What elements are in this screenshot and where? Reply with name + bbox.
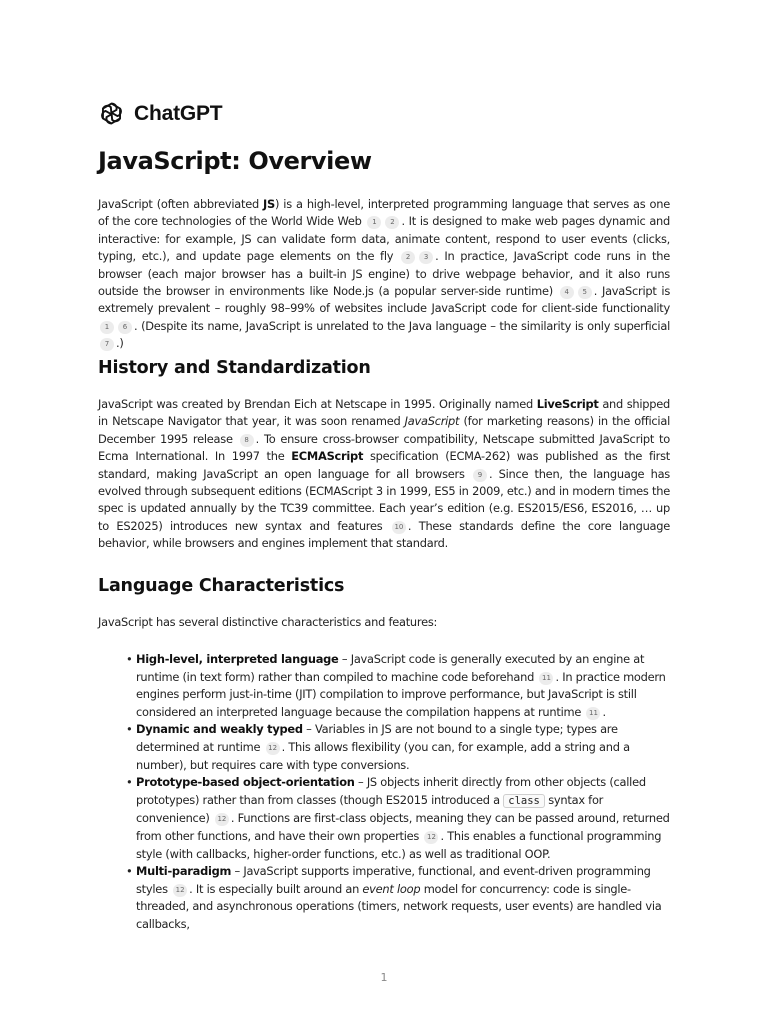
page-title: JavaScript: Overview: [98, 147, 372, 175]
italic-term: event loop: [362, 881, 421, 896]
bold-term: JS: [263, 197, 275, 211]
citation-badge[interactable]: 9: [473, 469, 487, 482]
italic-term: JavaScript: [404, 414, 460, 429]
openai-logo-icon: [98, 100, 125, 127]
citation-badge[interactable]: 11: [539, 672, 553, 685]
section-heading-characteristics: Language Characteristics: [98, 576, 345, 596]
list-item: • Dynamic and weakly typed – Variables in JS are not bound to a single type; types are determined at runtime 12 . This allows flexibility (you can, for example, add a string and a number), but requires care with type conversions.: [126, 722, 630, 772]
bold-term: Prototype-based object-orientation: [136, 775, 355, 790]
inline-code: class: [503, 794, 545, 808]
list-item: • Prototype-based object-orientation – JS objects inherit directly from other objects (called prototypes) rather than from classes (though ES2015 introduced a class syntax for convenience) 12 . Functions are first-class objects, meaning they can be passed around, returned from other functions, and have their own properties 12 . This enables a functional programming style (with callbacks, higher-order functions, etc.) as well as traditional OOP.: [126, 775, 670, 861]
citation-badge[interactable]: 2: [401, 251, 415, 264]
bold-term: Multi-paradigm: [136, 864, 232, 879]
bold-term: ECMAScript: [291, 449, 364, 464]
brand-name: ChatGPT: [134, 101, 223, 125]
citation-badge[interactable]: 2: [385, 216, 399, 229]
bullet-icon: •: [126, 722, 133, 737]
page-number: 1: [380, 971, 388, 984]
citation-badge[interactable]: 6: [118, 321, 132, 334]
citation-badge[interactable]: 1: [100, 321, 114, 334]
bold-term: High-level, interpreted language: [136, 652, 339, 666]
citation-badge[interactable]: 12: [173, 884, 187, 897]
citation-badge[interactable]: 10: [392, 521, 406, 534]
characteristics-intro: JavaScript has several distinctive characteristics and features:: [98, 615, 438, 629]
bullet-icon: •: [126, 864, 133, 879]
section-heading-history: History and Standardization: [98, 358, 371, 378]
intro-paragraph: JavaScript (often abbreviated JS) is a high-level, interpreted programming language that serves as one of the core technologies of the World Wide Web 1 2 . It is designed to make web pages dynamic and interactive: for example, JS can validate form data, animate content, respond to user events (clicks, typing, etc.), and update page elements on the fly 2 3 . In practice, JavaScript code runs in the browser (each major browser has a built-in JS engine) to drive webpage behavior, and it also runs outside the browser in environments like Node.js (a popular server-side runtime) 4 5 . JavaScript is extremely prevalent – roughly 98–99% of websites include JavaScript code for client-side functionality 1 6 . (Despite its name, JavaScript is unrelated to the Java language – the similarity is only superficial 7 .): [98, 197, 671, 351]
bold-term: Dynamic and weakly typed: [136, 722, 303, 737]
list-item: • Multi-paradigm – JavaScript supports imperative, functional, and event-driven programming styles 12 . It is especially built around an event loop model for concurrency: code is single-threaded, and asynchronous operations (timers, network requests, user events) are handled via callbacks,: [126, 864, 662, 931]
citation-badge[interactable]: 3: [419, 251, 433, 264]
citation-badge[interactable]: 4: [560, 286, 574, 299]
history-paragraph: JavaScript was created by Brendan Eich at Netscape in 1995. Originally named LiveScript and shipped in Netscape Navigator that year, it was soon renamed JavaScript (for marketing reasons) in the official December 1995 release 8 . To ensure cross-browser compatibility, Netscape submitted JavaScript to Ecma International. In 1997 the ECMAScript specification (ECMA-262) was published as the first standard, making JavaScript an open language for all browsers 9 . Since then, the language has evolved through subsequent editions (ECMAScript 3 in 1999, ES5 in 2009, etc.) and in modern times the spec is updated annually by the TC39 committee. Each year’s edition (e.g. ES2015/ES6, ES2016, … up to ES2025) introduces new syntax and features 10 . These standards define the core language behavior, while browsers and engines implement that standard.: [98, 397, 671, 551]
citation-badge[interactable]: 8: [240, 434, 254, 447]
citation-badge[interactable]: 7: [100, 338, 114, 351]
citation-badge[interactable]: 1: [367, 216, 381, 229]
citation-badge[interactable]: 12: [424, 831, 438, 844]
list-item: • High-level, interpreted language – JavaScript code is generally executed by an engine at runtime (in text form) rather than compiled to machine code beforehand 11 . In practice modern engines perform just-in-time (JIT) compilation to improve performance, but JavaScript is still considered an interpreted language because the compilation happens at runtime 11 .: [126, 652, 666, 719]
citation-badge[interactable]: 5: [578, 286, 592, 299]
characteristics-list: [126, 651, 674, 934]
bullet-icon: •: [126, 775, 133, 790]
citation-badge[interactable]: 11: [586, 707, 600, 720]
citation-badge[interactable]: 12: [266, 742, 280, 755]
citation-badge[interactable]: 12: [215, 813, 229, 826]
bold-term: LiveScript: [536, 397, 599, 411]
brand-header: [98, 100, 222, 127]
bullet-icon: •: [126, 652, 133, 666]
